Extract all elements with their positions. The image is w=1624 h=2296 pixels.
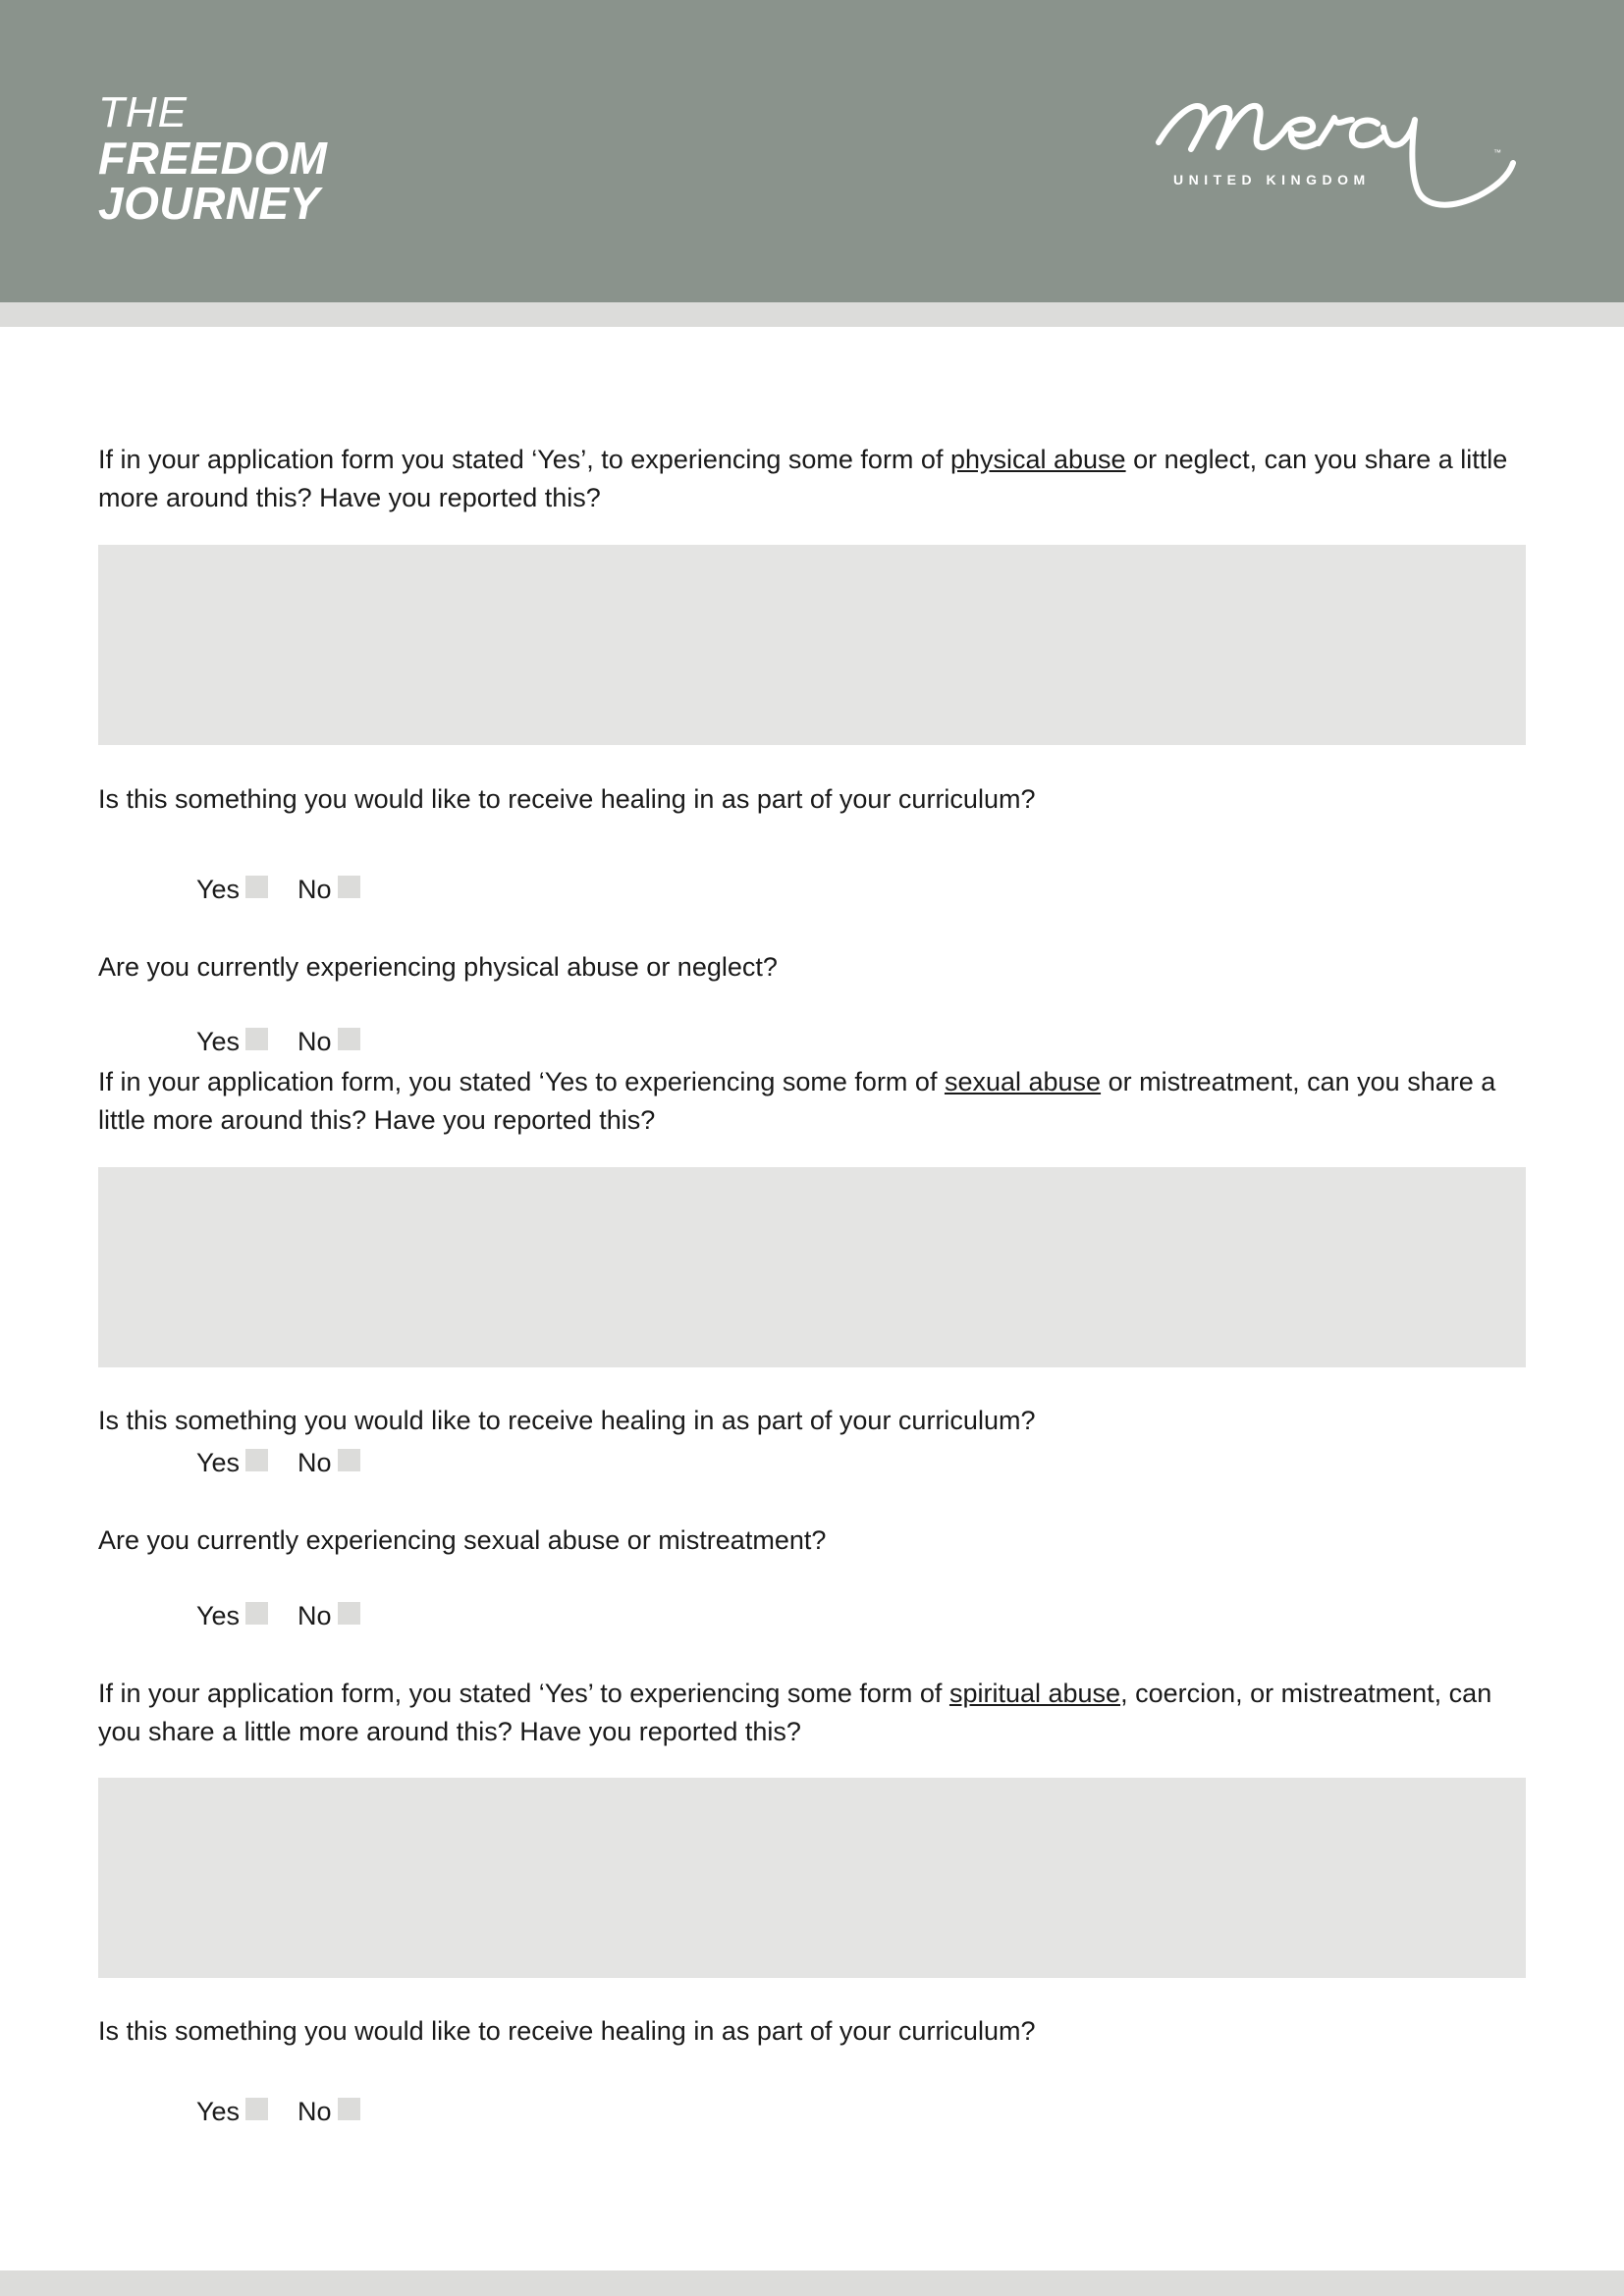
- no-option: [298, 872, 360, 907]
- no-label: No: [298, 875, 332, 904]
- spiritual-abuse-term: spiritual abuse: [948, 1679, 1121, 1708]
- program-title-line3: JOURNEY: [98, 178, 320, 229]
- sexual-abuse-healing-question: Is this something you would like to receive healing in as part of your curriculum?: [98, 1406, 1036, 1435]
- no-label: No: [298, 1027, 332, 1056]
- yes-checkbox[interactable]: [245, 1602, 268, 1625]
- program-title-line2: FREEDOM: [98, 133, 328, 184]
- no-option: [298, 2094, 360, 2129]
- spiritual-abuse-healing-options: [196, 2094, 390, 2129]
- program-title-line1: THE: [98, 88, 188, 136]
- sexual-abuse-question: [98, 1063, 1532, 1140]
- logo-tm: ™: [1493, 148, 1501, 157]
- physical-abuse-current-options: [196, 1024, 390, 1059]
- no-option: [298, 1598, 360, 1633]
- yes-checkbox[interactable]: [245, 2098, 268, 2120]
- header-divider-band: [0, 302, 1624, 327]
- physical-abuse-question: [98, 441, 1532, 517]
- sexual-abuse-current-question: Are you currently experiencing sexual abuse or mistreatment?: [98, 1525, 827, 1555]
- yes-option: [196, 1445, 268, 1480]
- no-label: No: [298, 1448, 332, 1477]
- question-text: or mistreatment, can you share a little more around this? Have you reported this?: [98, 1067, 1496, 1135]
- question-text: If in your application form, you stated ‘Yes to experiencing some form of: [98, 1067, 945, 1096]
- no-checkbox[interactable]: [338, 2098, 360, 2120]
- no-checkbox[interactable]: [338, 1449, 360, 1471]
- footer-band: [0, 2270, 1624, 2296]
- no-checkbox[interactable]: [338, 1602, 360, 1625]
- yes-option: [196, 1598, 268, 1633]
- sexual-abuse-healing-options: [196, 1445, 390, 1480]
- no-option: [298, 1024, 360, 1059]
- physical-abuse-healing-options: [196, 872, 390, 907]
- yes-label: Yes: [196, 1027, 241, 1056]
- spiritual-abuse-answer-field[interactable]: [98, 1778, 1526, 1978]
- physical-abuse-current-question: Are you currently experiencing physical abuse or neglect?: [98, 952, 778, 982]
- yes-option: [196, 2094, 268, 2129]
- no-checkbox[interactable]: [338, 876, 360, 898]
- yes-label: Yes: [196, 1601, 241, 1630]
- yes-option: [196, 872, 268, 907]
- page-header: [0, 0, 1624, 302]
- program-title: [98, 88, 328, 229]
- no-label: No: [298, 1601, 332, 1630]
- no-label: No: [298, 2097, 332, 2126]
- sexual-abuse-answer-field[interactable]: [98, 1167, 1526, 1367]
- spiritual-abuse-question: [98, 1675, 1532, 1751]
- question-text: If in your application form you stated ‘Yes’, to experiencing some form of: [98, 445, 950, 474]
- yes-label: Yes: [196, 875, 241, 904]
- physical-abuse-term: physical abuse: [949, 445, 1126, 474]
- yes-checkbox[interactable]: [245, 1028, 268, 1050]
- no-checkbox[interactable]: [338, 1028, 360, 1050]
- question-text: , coercion, or mistreatment, can you share a little more around this? Have you reported this?: [98, 1679, 1492, 1746]
- physical-abuse-answer-field[interactable]: [98, 545, 1526, 745]
- mercy-logo: [1154, 88, 1532, 231]
- yes-checkbox[interactable]: [245, 1449, 268, 1471]
- logo-tagline: UNITED KINGDOM: [1173, 172, 1371, 187]
- yes-checkbox[interactable]: [245, 876, 268, 898]
- yes-option: [196, 1024, 268, 1059]
- question-text: or neglect, can you share a little more around this? Have you reported this?: [98, 445, 1508, 512]
- spiritual-abuse-healing-question: Is this something you would like to receive healing in as part of your curriculum?: [98, 2016, 1036, 2046]
- sexual-abuse-term: sexual abuse: [944, 1067, 1102, 1096]
- yes-label: Yes: [196, 2097, 241, 2126]
- yes-label: Yes: [196, 1448, 241, 1477]
- sexual-abuse-current-options: [196, 1598, 390, 1633]
- question-text: If in your application form, you stated ‘Yes’ to experiencing some form of: [98, 1679, 949, 1708]
- physical-abuse-healing-question: Is this something you would like to receive healing in as part of your curriculum?: [98, 784, 1036, 814]
- no-option: [298, 1445, 360, 1480]
